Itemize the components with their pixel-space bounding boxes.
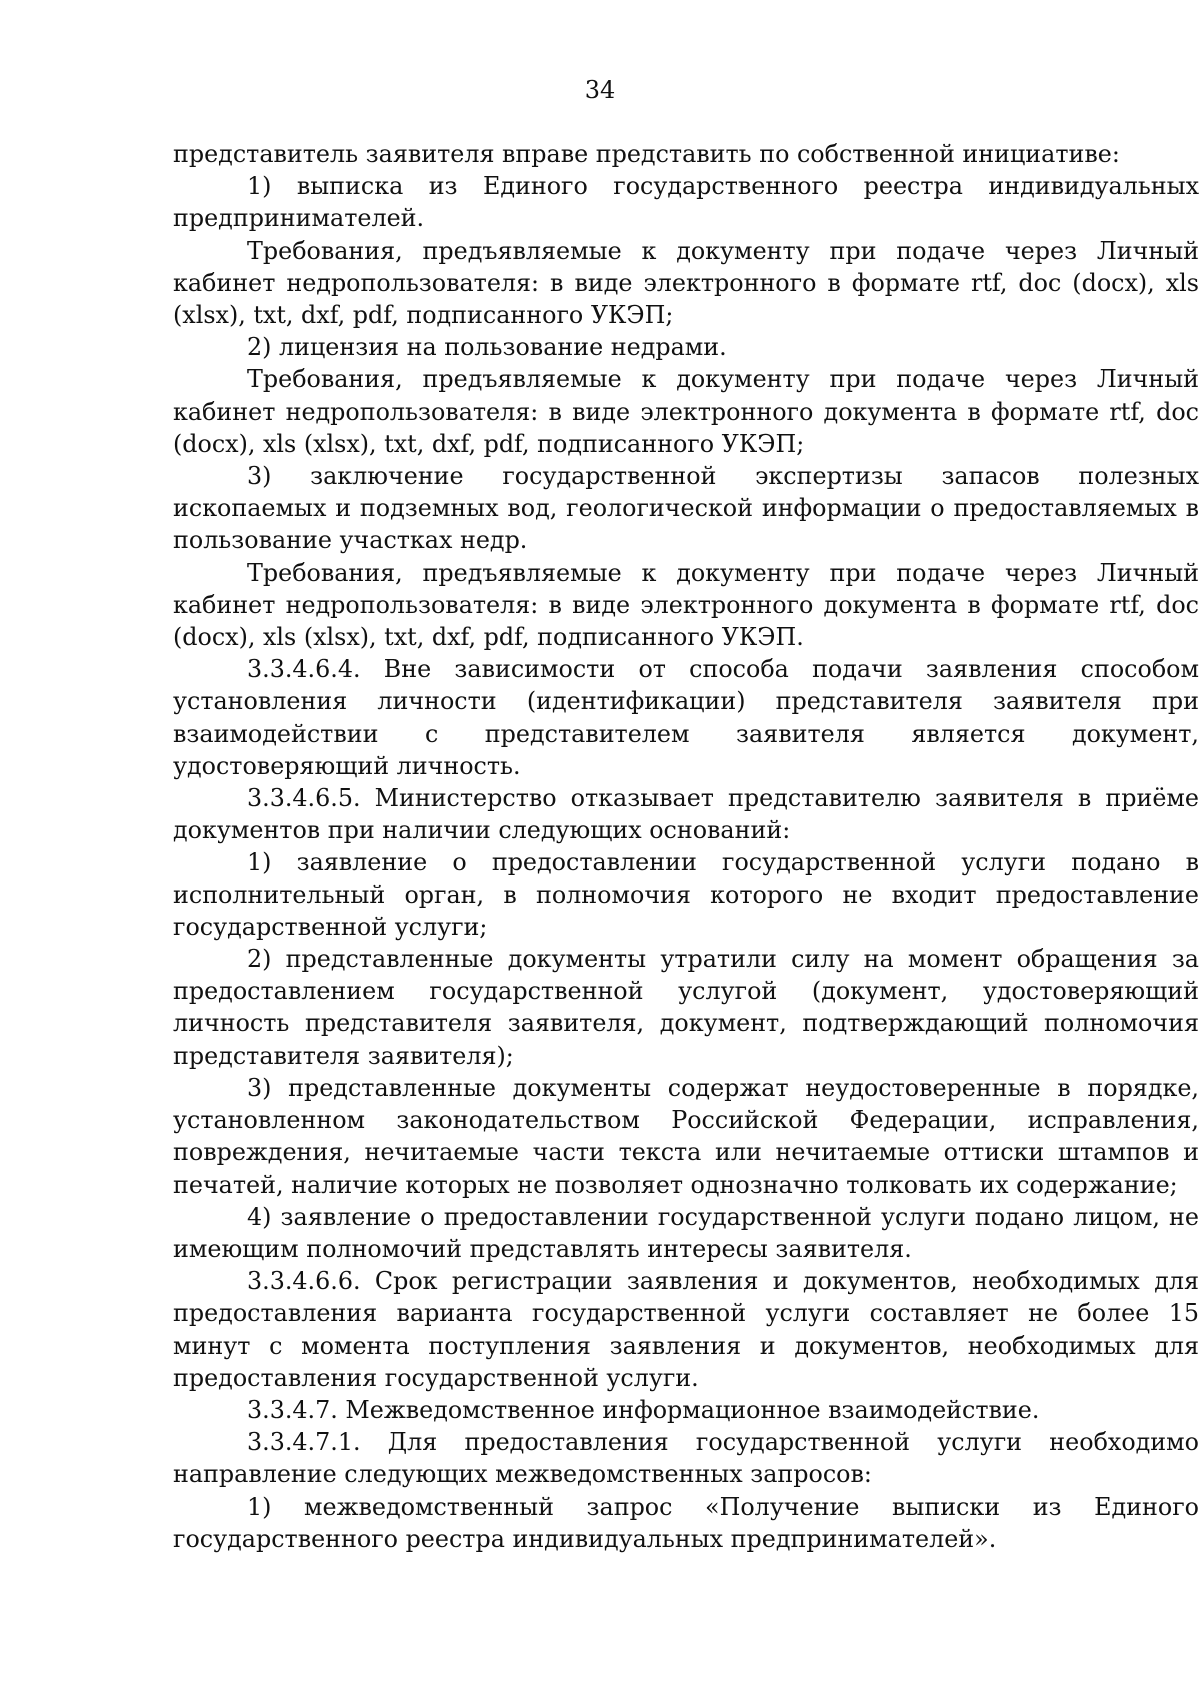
refusal-ground-3: 3) представленные документы содержат неудостоверенные в порядке, установленном законодательством Российской Федерации, исправления, повреждения, нечитаемые части текста или нечитаемые оттиски штампов и печатей, наличие которых не позволяет однозначно толковать их содержание; — [173, 1073, 1199, 1199]
interagency-request-1: 1) межведомственный запрос «Получение выписки из Единого государственного реестра индивидуальных предпринимателей». — [173, 1492, 1199, 1553]
refusal-ground-1: 1) заявление о предоставлении государственной услуги подано в исполнительный орган, в полномочия которого не входит предоставление государственной услуги; — [173, 848, 1199, 941]
page-number: 34 — [584, 76, 616, 104]
clause-3-3-4-7: 3.3.4.7. Межведомственное информационное взаимодействие. — [247, 1395, 1040, 1424]
document-body — [173, 138, 1199, 1555]
requirements-paragraph: Требования, предъявляемые к документу при подаче через Личный кабинет недропользователя: в виде электронного документа в формате rtf, doc (docx), xls (xlsx), txt, dxf, pdf, подписанного УКЭП. — [173, 558, 1199, 652]
clause-3-3-4-6-4: 3.3.4.6.4. Вне зависимости от способа подачи заявления способом установления личности (идентификации) представителя заявителя при взаимодействии с представителем заявителя является документ, удостоверяющий личность. — [173, 655, 1199, 780]
requirements-paragraph: Требования, предъявляемые к документу при подаче через Личный кабинет недропользователя: в виде электронного документа в формате rtf, doc (docx), xls (xlsx), txt, dxf, pdf, подписанного УКЭП; — [173, 365, 1199, 458]
clause-3-3-4-7-1: 3.3.4.7.1. Для предоставления государственной услуги необходимо направление следующих межведомственных запросов: — [173, 1428, 1199, 1489]
list-item-subsoil-license: 2) лицензия на пользование недрами. — [247, 333, 727, 362]
clause-3-3-4-6-5: 3.3.4.6.5. Министерство отказывает представителю заявителя в приёме документов при наличии следующих оснований: — [173, 784, 1199, 845]
refusal-ground-2: 2) представленные документы утратили силу на момент обращения за предоставлением государственной услугой (документ, удостоверяющий личность представителя заявителя, документ, подтверждающий полномочия представителя заявителя); — [173, 945, 1199, 1070]
paragraph-continuation: представитель заявителя вправе представить по собственной инициативе: — [173, 140, 1120, 168]
refusal-ground-4: 4) заявление о предоставлении государственной услуги подано лицом, не имеющим полномочий представлять интересы заявителя. — [173, 1202, 1199, 1263]
clause-3-3-4-6-6: 3.3.4.6.6. Срок регистрации заявления и документов, необходимых для предоставления варианта государственной услуги составляет не более 15 минут с момента поступления заявления и документов, необходимых для предоставления государственной услуги. — [173, 1267, 1199, 1392]
requirements-paragraph: Требования, предъявляемые к документу при подаче через Личный кабинет недропользователя: в виде электронного в формате rtf, doc (docx), xls (xlsx), txt, dxf, pdf, подписанного УКЭП; — [173, 236, 1199, 330]
list-item-expertise-conclusion: 3) заключение государственной экспертизы запасов полезных ископаемых и подземных вод, геологической информации о предоставляемых в пользование участках недр. — [173, 462, 1199, 555]
list-item-egrip-extract: 1) выписка из Единого государственного реестра индивидуальных предпринимателей. — [173, 172, 1199, 233]
